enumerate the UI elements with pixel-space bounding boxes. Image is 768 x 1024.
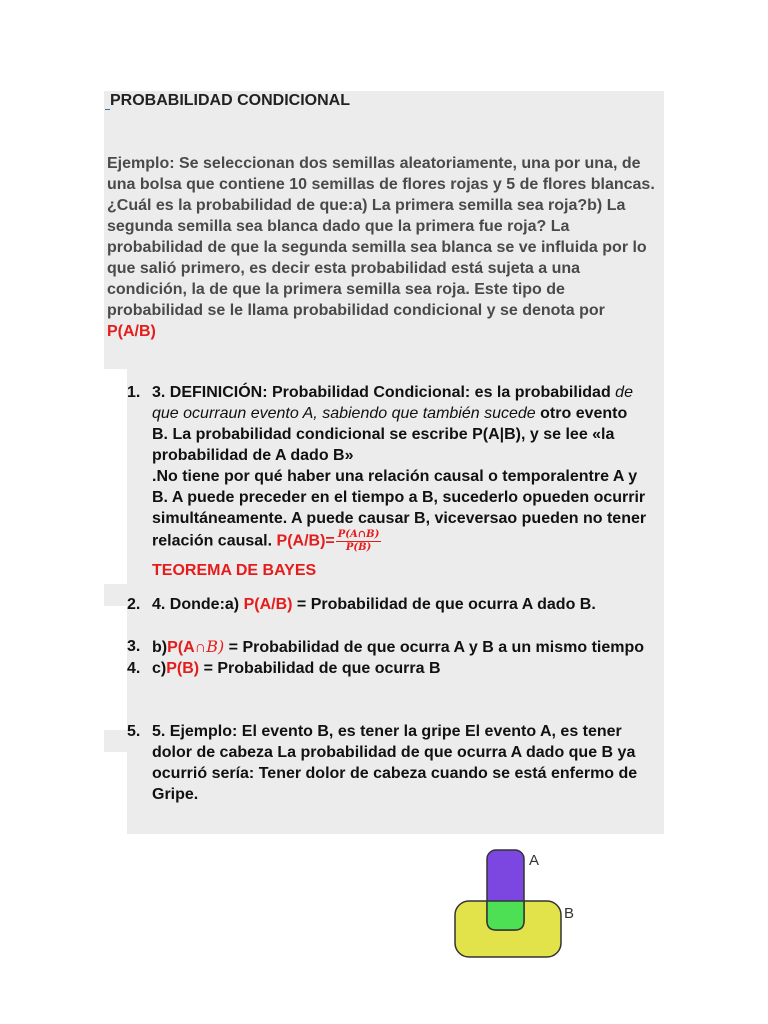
- list-item-where: [127, 594, 647, 615]
- venn-label-a: A: [529, 852, 540, 869]
- bayes-heading: TEOREMA DE BAYES: [152, 562, 317, 579]
- title-text: PROBABILIDAD CONDICIONAL: [110, 92, 350, 109]
- formula-fraction: [336, 529, 382, 554]
- formula-numerator: P(A∩B): [337, 529, 380, 540]
- item-prefix: c): [152, 660, 167, 677]
- venn-label-b: B: [564, 905, 575, 922]
- intro-text: Ejemplo: Se seleccionan dos semillas aleatoriamente, una por una, de una bolsa que contiene 10 semillas de flores rojas y 5 de flores blancas. ¿Cuál es la probabilidad de que:a) La primera semilla sea roja?b) La segunda semilla sea blanca dado que la primera fue roja? La probabilidad de que la segunda semilla sea blanca se ve influida por lo que salió primero, es decir esta probabilidad está sujeta a una condición, la de que la primera semilla sea roja. Este tipo de probabilidad se le llama probabilidad condicional y se denota por: [107, 155, 655, 319]
- item-description: = Probabilidad de que ocurra A dado B.: [296, 596, 596, 613]
- definition-list: [127, 382, 647, 805]
- list-item-definition: [127, 382, 647, 581]
- list-number: 2.: [127, 596, 141, 613]
- item-notation-serif: B): [206, 637, 225, 656]
- item-prefix: 4. Donde:a): [152, 596, 240, 613]
- formula-lhs: P(A/B)=: [276, 532, 335, 550]
- list-number: 3.: [127, 638, 141, 655]
- venn-overlap: [487, 901, 524, 930]
- intro-paragraph: [107, 153, 659, 342]
- formula-denominator: P(B): [345, 542, 372, 553]
- list-number: 5.: [127, 723, 141, 740]
- causal-note-text: .No tiene por qué haber una relación causal o temporalentre A y B. A puede preceder en el tiempo a B, sucederlo opueden ocurrir simultáneamente. A puede causar B, viceversao pueden no tener relación causal.: [152, 468, 647, 550]
- definition-text: 3. DEFINICIÓN: Probabilidad Condicional: es la probabilidad: [152, 384, 611, 401]
- item-prefix: b): [152, 639, 168, 656]
- venn-diagram: [443, 823, 603, 963]
- list-number: 1.: [127, 384, 141, 401]
- list-number: 4.: [127, 660, 141, 677]
- example-text: 5. Ejemplo: El evento B, es tener la gripe El evento A, es tener dolor de cabeza La probabilidad de que ocurra A dado que B ya ocurrió sería: Tener dolor de cabeza cuando se está enfermo de Gripe.: [152, 723, 638, 803]
- list-item-intersection: [127, 636, 647, 658]
- page-title: [105, 92, 350, 110]
- item-description: = Probabilidad de que ocurra B: [203, 660, 441, 677]
- definition-italic-text: de que ocurraun evento A, sabiendo que también sucede: [152, 384, 633, 422]
- intro-notation: P(A/B): [107, 323, 156, 340]
- item-notation: P(B): [166, 660, 200, 677]
- item-notation: P(A∩: [167, 639, 207, 656]
- definition-text-continued: otro evento B. La probabilidad condicional se escribe P(A|B), y se lee «la probabilidad de A dado B»: [152, 405, 628, 464]
- list-item-pb: [127, 658, 647, 679]
- item-notation: P(A/B): [243, 596, 293, 613]
- list-item-example: [127, 721, 647, 805]
- item-description: = Probabilidad de que ocurra A y B a un mismo tiempo: [228, 639, 645, 656]
